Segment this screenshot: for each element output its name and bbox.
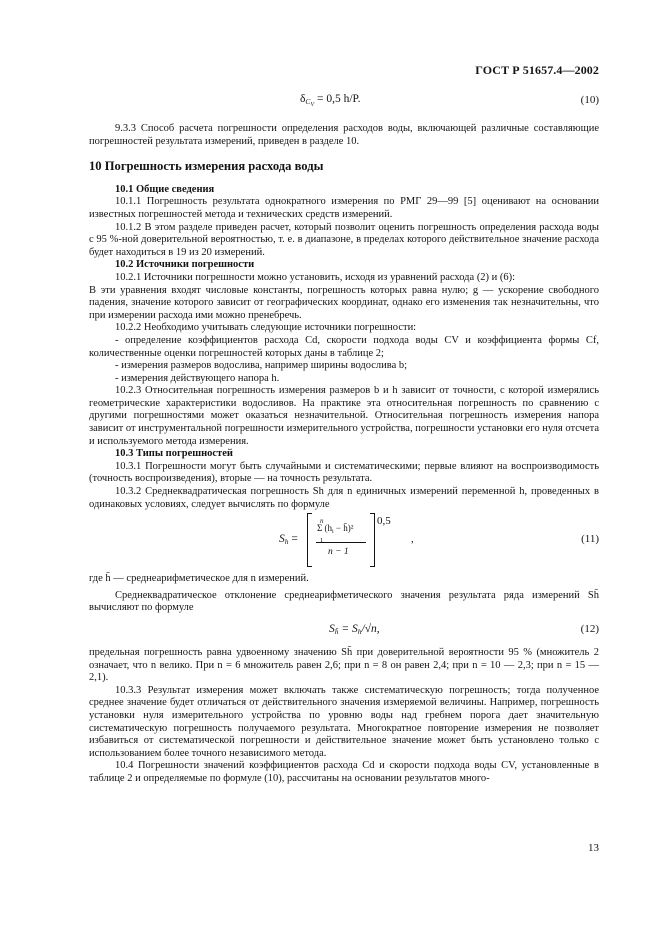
eq10-subscript: C	[305, 97, 311, 106]
eq11-equals: =	[288, 533, 298, 546]
paragraph-10-2-1-continued: В эти уравнения входят числовые константы, погрешность которых равна нулю; g — ускорение свободного падения, значение которого зависит от географических координат, однако его изменения так незначительны, что при измерении расхода ими можно пренебречь.	[89, 284, 599, 321]
eq12-rhs: = S	[338, 623, 358, 635]
section-10-3-title: 10.3 Типы погрешностей	[115, 448, 233, 460]
paragraph-10-2-2: 10.2.2 Необходимо учитывать следующие источники погрешности:	[115, 322, 417, 334]
equation-10-number: (10)	[580, 94, 599, 106]
equation-12-number: (12)	[580, 623, 599, 635]
paragraph-where: где h̄ — среднеарифметическое для n измерений.	[89, 573, 309, 585]
eq10-delta: δ	[300, 93, 306, 105]
eq11-fraction-bar	[316, 542, 366, 543]
paragraph-10-1-2: 10.1.2 В этом разделе приведен расчет, который позволит оценить погрешность определения расхода воды с 95 %-ной доверительной вероятностью, т. е. в диапазоне, в пределах которого действительное значение расхода будет находиться в 19 из 20 измерений.	[89, 221, 599, 258]
paragraph-10-3-1: 10.3.1 Погрешности могут быть случайными и систематическими; первые влияют на воспроизводимость (точность воспроизведения), вторые — на точность результата.	[89, 460, 599, 485]
equation-10	[300, 93, 361, 112]
eq11-lhs: S	[279, 533, 285, 546]
eq11-comma: ,	[411, 533, 414, 546]
list-item-head: - измерения действующего напора h.	[115, 372, 280, 384]
paragraph-9-3-3: 9.3.3 Способ расчета погрешности определения расходов воды, включающей различные составляющие погрешностей результата измерений, приведен в разделе 10.	[89, 123, 599, 147]
eq11-brackets	[307, 513, 375, 567]
eq12-rhs-sub: h	[357, 627, 362, 636]
paragraph-limit-error: предельная погрешность равна удвоенному значению Sh̄ при доверительной вероятности 95 % (множитель 2 означает, что n велико. При n = 6 множитель равен 2,6; при n = 8 он равен 2,4; при n = 10 — 2,3; при n = 15 — 2,1).	[89, 647, 599, 684]
eq12-lhs: S	[329, 623, 335, 635]
eq12-lhs-sub: h̄	[334, 627, 339, 636]
eq10-rhs: = 0,5 h/P.	[314, 93, 361, 105]
eq12-tail: /√n,	[361, 623, 380, 635]
section-10-title: 10 Погрешность измерения расхода воды	[89, 159, 324, 174]
paragraph-10-3-2: 10.3.2 Среднеквадратическая погрешность Sh для n единичных измерений переменной h, проведенных в одинаковых условиях, следует вычислять по формуле	[89, 486, 599, 510]
paragraph-std-mean: Среднеквадратическое отклонение среднеарифметического значения результата ряда измерений Sh̄ вычисляют по формуле	[89, 589, 599, 614]
paragraph-10-4: 10.4 Погрешности значений коэффициентов расхода Cd и скорости подхода воды CV, установленные в таблице 2 и определяемые по формуле (10), рассчитаны на основании результатов много-	[89, 760, 599, 784]
equation-11-number: (11)	[581, 533, 599, 546]
equation-12	[89, 615, 599, 643]
document-header: ГОСТ Р 51657.4—2002	[475, 63, 599, 77]
list-item-coefficients: - определение коэффициентов расхода Cd, скорости подхода воды CV и коэффициента формы Cf, количественные оценки погрешностей которых даны в таблице 2;	[89, 334, 599, 359]
eq11-numerator: Σ ($h_i$ − h̄)²	[317, 523, 354, 536]
document-body	[89, 123, 599, 786]
section-10-1-title: 10.1 Общие сведения	[115, 183, 215, 195]
paragraph-10-3-3: 10.3.3 Результат измерения может включать также систематическую погрешность; тогда полученное среднее значение будет отличаться от действительного значения измеряемой величины. Например, погрешность установки нуля измерительного устройства по уровню воды над гребнем порога дает значительную систематическую погрешность получаемого результата. Многократное повторение измерения не позволяет избавиться от систематической погрешности и действительное значение может быть установлено только с использованием более точного независимого метода.	[89, 684, 599, 759]
paragraph-10-1-1: 10.1.1 Погрешность результата однократного измерения по РМГ 29—99 [5] оценивают на основании известных погрешностей метода и технических средств измерений.	[89, 196, 599, 220]
paragraph-10-2-1: 10.2.1 Источники погрешности можно установить, исходя из уравнений расхода (2) и (6):	[115, 271, 516, 283]
equation-11	[89, 511, 599, 573]
section-10-2-title: 10.2 Источники погрешности	[115, 259, 255, 271]
list-item-dimensions: - измерения размеров водослива, например ширины водослива b;	[115, 360, 408, 372]
eq11-denominator: n − 1	[328, 547, 349, 558]
eq10-subsubscript: V	[310, 102, 315, 108]
eq11-power: 0,5	[377, 515, 391, 528]
eq11-lhs-sub: h	[284, 537, 289, 547]
eq11-sum-top: n	[320, 517, 324, 526]
page-number: 13	[588, 842, 599, 854]
eq11-sum-bottom: 1	[320, 537, 324, 545]
paragraph-10-2-3: 10.2.3 Относительная погрешность измерения размеров b и h зависит от точности, с которой измерялись геометрические характеристики водосливов. На практике эта относительная погрешность по сравнению с другими погрешностями может оказаться незначительной. Относительная погрешность измерения напора зависит от инструментальной погрешности измерительного устройства, погрешности установки его нуля отсчета и используемого метода измерения.	[89, 385, 599, 447]
